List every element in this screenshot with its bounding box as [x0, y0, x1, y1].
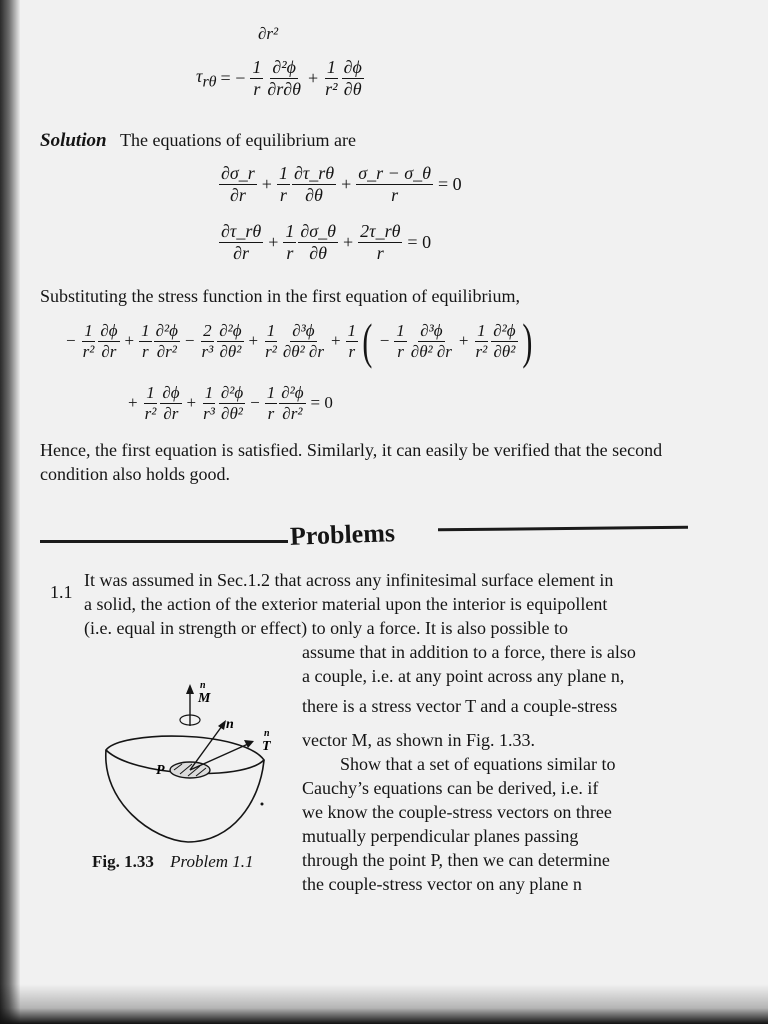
operator: +	[248, 331, 259, 350]
fraction: $\frac{1}{\text{r²}}$	[475, 320, 488, 361]
substituting-paragraph: Substituting the stress function in the first equation of equilibrium,	[40, 286, 520, 306]
fraction: $\frac{1}{\text{r³}}$	[203, 383, 215, 423]
fraction: $\frac{1}{\text{r²}}$	[265, 320, 277, 361]
operator: +	[330, 331, 341, 350]
operator: +	[458, 331, 469, 350]
hence-paragraph: Hence, the first equation is satisfied. Similarly, it can easily be verified that the second condition also holds good.	[40, 440, 663, 484]
fraction: $\frac{1}{r}$	[141, 320, 150, 361]
cropped-equation-fragment: ∂r²	[258, 24, 279, 43]
fraction: $\frac{\text{∂²ϕ}}{\text{∂θ²}}$	[220, 383, 244, 423]
figure-caption	[92, 852, 254, 872]
operator: −	[379, 331, 390, 350]
fraction: $\frac{\partial\phi}{\partial r}$	[100, 320, 118, 361]
fraction: $\frac{\text{∂³ϕ}}{\text{∂θ² ∂r}}$	[410, 320, 452, 361]
fraction: $\frac{1}{r}$	[347, 320, 357, 361]
right-paren: )	[521, 313, 532, 369]
label-P: P	[156, 763, 165, 778]
operator: −	[250, 393, 260, 413]
fraction: $\frac{1}{r}$	[396, 320, 405, 361]
left-paren: (	[362, 313, 373, 369]
fraction: $\frac{\text{∂²ϕ}}{\text{∂r²}}$	[155, 320, 178, 361]
fraction: $\frac{1}{r}$	[266, 383, 276, 423]
heading-rule-left	[40, 540, 288, 543]
fraction: $\frac{\text{∂²ϕ}}{\text{∂r²}}$	[281, 383, 304, 423]
label-n-over-T: n	[264, 728, 270, 739]
figure-1-33-diagram	[92, 672, 292, 852]
operator: −	[184, 331, 195, 350]
fraction: $\frac{2}{\text{r³}}$	[201, 320, 214, 361]
fraction: $\frac{\partial\phi}{\partial r}$	[162, 383, 180, 423]
fraction: $\frac{\text{∂²ϕ}}{\text{∂θ²}}$	[493, 320, 516, 361]
problem-number: 1.1	[50, 582, 73, 602]
solution-paragraph	[40, 128, 695, 153]
operator: −	[66, 331, 76, 350]
equation-tau-r-theta: $\tau_{r\theta}$ = − $\frac{1}{r}$ $\frac{\text{∂²ϕ}}{\partial r\partial\theta}$ + $\frac{1}{\text{r²}}$ $\frac{\partial\phi}{\partial\theta}$	[196, 57, 362, 99]
figure-number: Fig. 1.33	[92, 852, 154, 871]
operator: = 0	[310, 393, 333, 413]
long-equation-line-1	[62, 313, 535, 369]
fraction: $\frac{\text{∂²ϕ}}{\text{∂θ²}}$	[219, 320, 242, 361]
heading-rule-right	[438, 526, 688, 532]
operator: +	[124, 331, 135, 350]
long-equation-line-2	[124, 384, 337, 423]
fraction: $\frac{\text{∂³ϕ}}{\text{∂θ² ∂r}}$	[282, 320, 324, 361]
solution-label: Solution	[40, 130, 107, 151]
problem-text-right: assume that in addition to a force, there is also a couple, i.e. at any point across any plane n, there is a stress vector T and a couple-stress vector M, as shown in Fig. 1.33. Show that a set of equations similar to Cauchy’s equations can be derived, i.e. if we know the couple-stress vectors on three mutually perpendicular planes passing through the point P, then we can determine the couple-stress vector on any plane n	[302, 642, 636, 894]
fraction: $\frac{1}{\text{r²}}$	[144, 383, 157, 423]
label-n-over-M: n	[200, 680, 206, 691]
equilibrium-equation-1: $\frac{\partial\sigma\_r}{\partial r}$ + $\frac{1}{r}$ $\frac{\partial\tau\_r\theta}{\partial\theta}$ + $\frac{\sigma\_r - \sigma\_\theta}{r}$ = 0	[221, 163, 462, 205]
equilibrium-equation-2: $\frac{\partial\tau\_r\theta}{\partial r}$ + $\frac{1}{r}$ $\frac{\partial\sigma\_\theta}{\partial\theta}$ + $\frac{2\tau\_r\theta}{r}$ = 0	[221, 221, 432, 263]
solution-text: The equations of equilibrium are	[120, 130, 356, 150]
figure-problem-ref: Problem 1.1	[170, 852, 254, 871]
operator: +	[128, 393, 138, 413]
problems-heading: Problems	[289, 518, 396, 551]
problem-text-full: It was assumed in Sec.1.2 that across any infinitesimal surface element in a solid, the action of the exterior material upon the interior is equipollent (i.e. equal in strength or effect) to only a force. It is also possible to	[84, 570, 614, 638]
fraction: $\frac{1}{\text{r²}}$	[82, 320, 95, 361]
label-T: T	[262, 739, 271, 754]
label-n: n	[226, 717, 234, 732]
operator: +	[186, 393, 197, 413]
eq-lhs: $\tau_{r\theta}$	[196, 65, 217, 91]
label-M: M	[198, 691, 211, 706]
